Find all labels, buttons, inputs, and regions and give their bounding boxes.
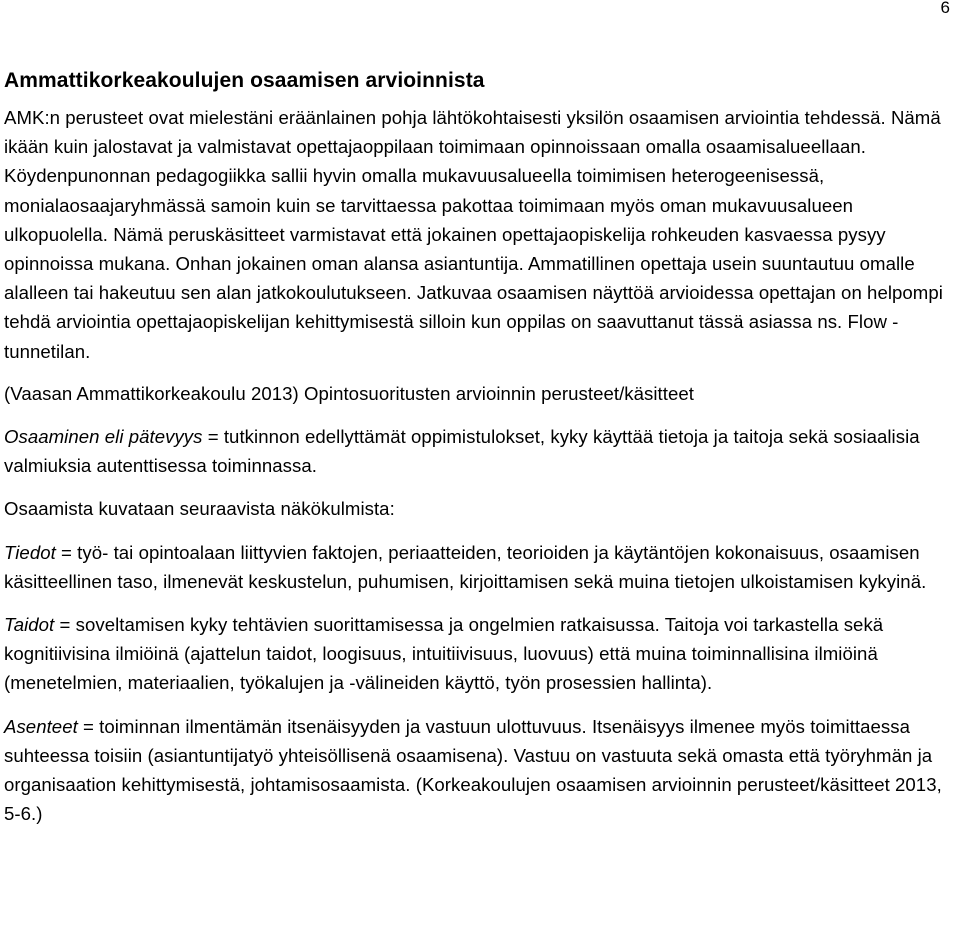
taidot-definition: = soveltamisen kyky tehtävien suorittamisessa ja ongelmien ratkaisussa. Taitoja voi tarkastella sekä kognitiivisina ilmiöinä (ajattelun taidot, loogisuus, intuitiivisuus, luovuus) että muina toiminnallisina ilmiöinä (menetelmien, materiaalien, työkalujen ja -välineiden käyttö, työn prosessien hallinta). bbox=[4, 614, 884, 694]
tiedot-paragraph bbox=[4, 538, 954, 596]
document-body bbox=[4, 64, 954, 828]
section-heading: Ammattikorkeakoulujen osaamisen arvioinnista bbox=[4, 69, 485, 92]
taidot-term: Taidot bbox=[4, 614, 55, 636]
taidot-paragraph bbox=[4, 610, 954, 698]
source-reference: (Vaasan Ammattikorkeakoulu 2013) Opintosuoritusten arvioinnin perusteet/käsitteet bbox=[4, 382, 694, 404]
asenteet-paragraph bbox=[4, 712, 954, 829]
intro-paragraph: AMK:n perusteet ovat mielestäni eräänlainen pohja lähtökohtaisesti yksilön osaamisen arviointia tehdessä. Nämä ikään kuin jalostavat ja valmistavat opettajaoppilaan toimimaan opinnoissaan omalla osaamisalueellaan. Köydenpunonnan pedagogiikka sallii hyvin omalla mukavuusalueella toimimisen heterogeenisessä, monialaosaajaryhmässä samoin kuin se tarvittaessa pakottaa toimimaan myös oman mukavuusalueen ulkopuolella. Nämä peruskäsitteet varmistavat että jokainen opettajaopiskelija rohkeuden kasvaessa pysyy opinnoissa mukana. Onhan jokainen oman alansa asiantuntija. Ammatillinen opettaja usein suuntautuu omalle alalleen tai hakeutuu sen alan jatkokoulutukseen. Jatkuvaa osaamisen näyttöä arvioidessa opettajan on helpompi tehdä arviointia opettajaopiskelijan kehittymisestä silloin kun oppilas on saavuttanut tässä asiassa ns. Flow -tunnetilan. bbox=[4, 107, 943, 362]
asenteet-definition: = toiminnan ilmentämän itsenäisyyden ja vastuun ulottuvuus. Itsenäisyys ilmenee myös toimittaessa suhteessa toisiin (asiantuntijatyö yhteisöllisenä osaamisena). Vastuu on vastuuta sekä omasta että työryhmän ja organisaation kehittymisestä, johtamisosaamista. (Korkeakoulujen osaamisen arvioinnin perusteet/käsitteet 2013, 5-6.) bbox=[4, 715, 942, 825]
page-number: 6 bbox=[940, 0, 950, 17]
perspectives-intro: Osaamista kuvataan seuraavista näkökulmista: bbox=[4, 498, 395, 520]
tiedot-definition: = työ- tai opintoalaan liittyvien faktojen, periaatteiden, teorioiden ja käytäntöjen kokonaisuus, osaamisen käsitteellinen taso, ilmenevät keskustelun, puhumisen, kirjoittamisen sekä muina tietojen ulkoistamisen kykyinä. bbox=[4, 541, 927, 592]
asenteet-term: Asenteet bbox=[4, 715, 78, 737]
osaaminen-paragraph bbox=[4, 422, 954, 480]
osaaminen-term: Osaaminen eli pätevyys bbox=[4, 426, 203, 448]
tiedot-term: Tiedot bbox=[4, 541, 56, 563]
osaaminen-definition: = tutkinnon edellyttämät oppimistulokset, kyky käyttää tietoja ja taitoja sekä sosiaalisia valmiuksia autenttisessa toiminnassa. bbox=[4, 426, 920, 477]
